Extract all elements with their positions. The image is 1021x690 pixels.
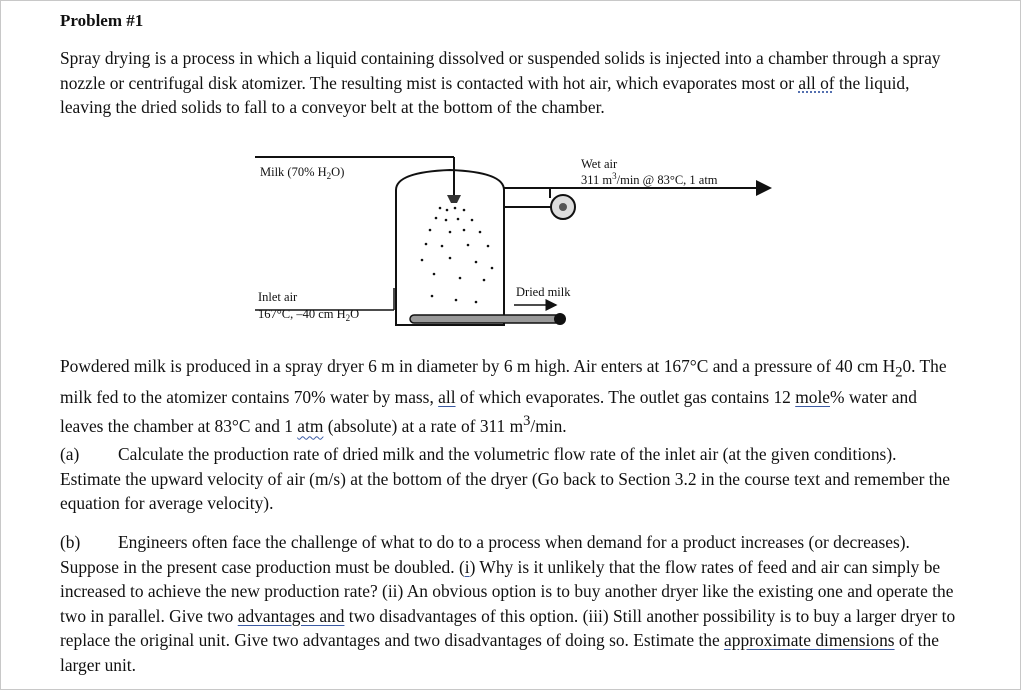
statement-sup: 3 <box>523 413 531 430</box>
part-a <box>60 442 960 516</box>
part-b <box>60 530 960 677</box>
part-a-text: Calculate the production rate of dried milk and the volumetric flow rate of the inlet air (at the given conditions). Estimate the upward velocity of air (m/s) at the bottom of the dryer (Go back to Section 3.2 in the course text and remember the equation for average velocity). <box>60 444 951 513</box>
statement-underline-mole: mole <box>795 386 830 407</box>
wet-air-label-1: Wet air <box>581 157 618 171</box>
inlet-air-label-2: 167°C, –40 cm $H_2O$ <box>258 307 360 323</box>
statement-text-2: 0. The milk fed to the atomizer contains 70% water by mass, <box>60 356 947 407</box>
dried-milk-label: Dried milk <box>516 285 571 299</box>
intro-paragraph <box>60 46 960 120</box>
inlet-air-label-1: Inlet air <box>258 290 298 304</box>
part-b-underline-advantages: advantages and <box>237 605 345 626</box>
milk-label: Milk (70% $H_2O$) <box>260 165 345 181</box>
statement-text-1: Powdered milk is produced in a spray dryer 6 m in diameter by 6 m high. Air enters at 167°C and a pressure of 40 cm H <box>60 356 896 376</box>
part-b-text-1: Engineers often face the challenge of what to do to a process when demand for a product increases (or decreases). Suppose in the present case production must be doubled. ( <box>60 532 910 577</box>
conveyor-belt <box>410 315 560 323</box>
spray-dryer-diagram <box>250 150 790 335</box>
wet-air-label-2: 311 $m^3/\min$ @ 83°C, 1 atm <box>581 171 718 187</box>
statement-text-4: % water and leaves the chamber at 83°C and 1 <box>60 386 917 437</box>
statement-underline-atm: atm <box>297 416 324 437</box>
statement-text-5: (absolute) at a rate of 311 m <box>323 416 524 437</box>
part-b-text-2: ) Why is it unlikely that the flow rates of feed and air can simply be increased to achieve the new production rate? (ii) An obvious option is to buy another dryer like the existing one and operate the two in parallel. Give two <box>60 556 954 626</box>
statement-text-6: /min. <box>530 416 567 437</box>
fan-hub <box>559 203 567 211</box>
dryer-chamber <box>396 170 504 325</box>
part-b-underline-dimensions: approximate dimensions <box>724 630 895 650</box>
problem-title: Problem #1 <box>60 11 144 30</box>
intro-text: Spray drying is a process in which a liquid containing dissolved or suspended solids is injected into a chamber through a spray nozzle or centrifugal disk atomizer. The resulting mist is contacted with hot air, which evaporates most or <box>60 48 941 93</box>
part-b-underline-i: i <box>464 556 470 577</box>
part-b-label: (b) <box>60 532 81 552</box>
part-b-text-4: of the larger unit. <box>60 630 939 675</box>
statement-text-3: of which evaporates. The outlet gas contains 12 <box>455 386 796 407</box>
part-a-label: (a) <box>60 444 80 464</box>
statement-sub: 2 <box>895 364 903 381</box>
intro-underlined: all of <box>798 72 835 93</box>
part-b-text-3: two disadvantages of this option. (iii) Still another possibility is to buy a larger dryer to replace the original unit. Give two advantages and two disadvantages of doing so. Estimate the <box>60 605 956 650</box>
spray-nozzle <box>447 195 461 203</box>
statement-underline-all: all <box>438 386 456 407</box>
conveyor-roller <box>554 313 566 325</box>
spray-droplets <box>421 207 494 304</box>
intro-text-end: the liquid, leaving the dried solids to fall to a conveyor belt at the bottom of the chamber. <box>60 72 910 117</box>
problem-statement <box>60 354 960 439</box>
